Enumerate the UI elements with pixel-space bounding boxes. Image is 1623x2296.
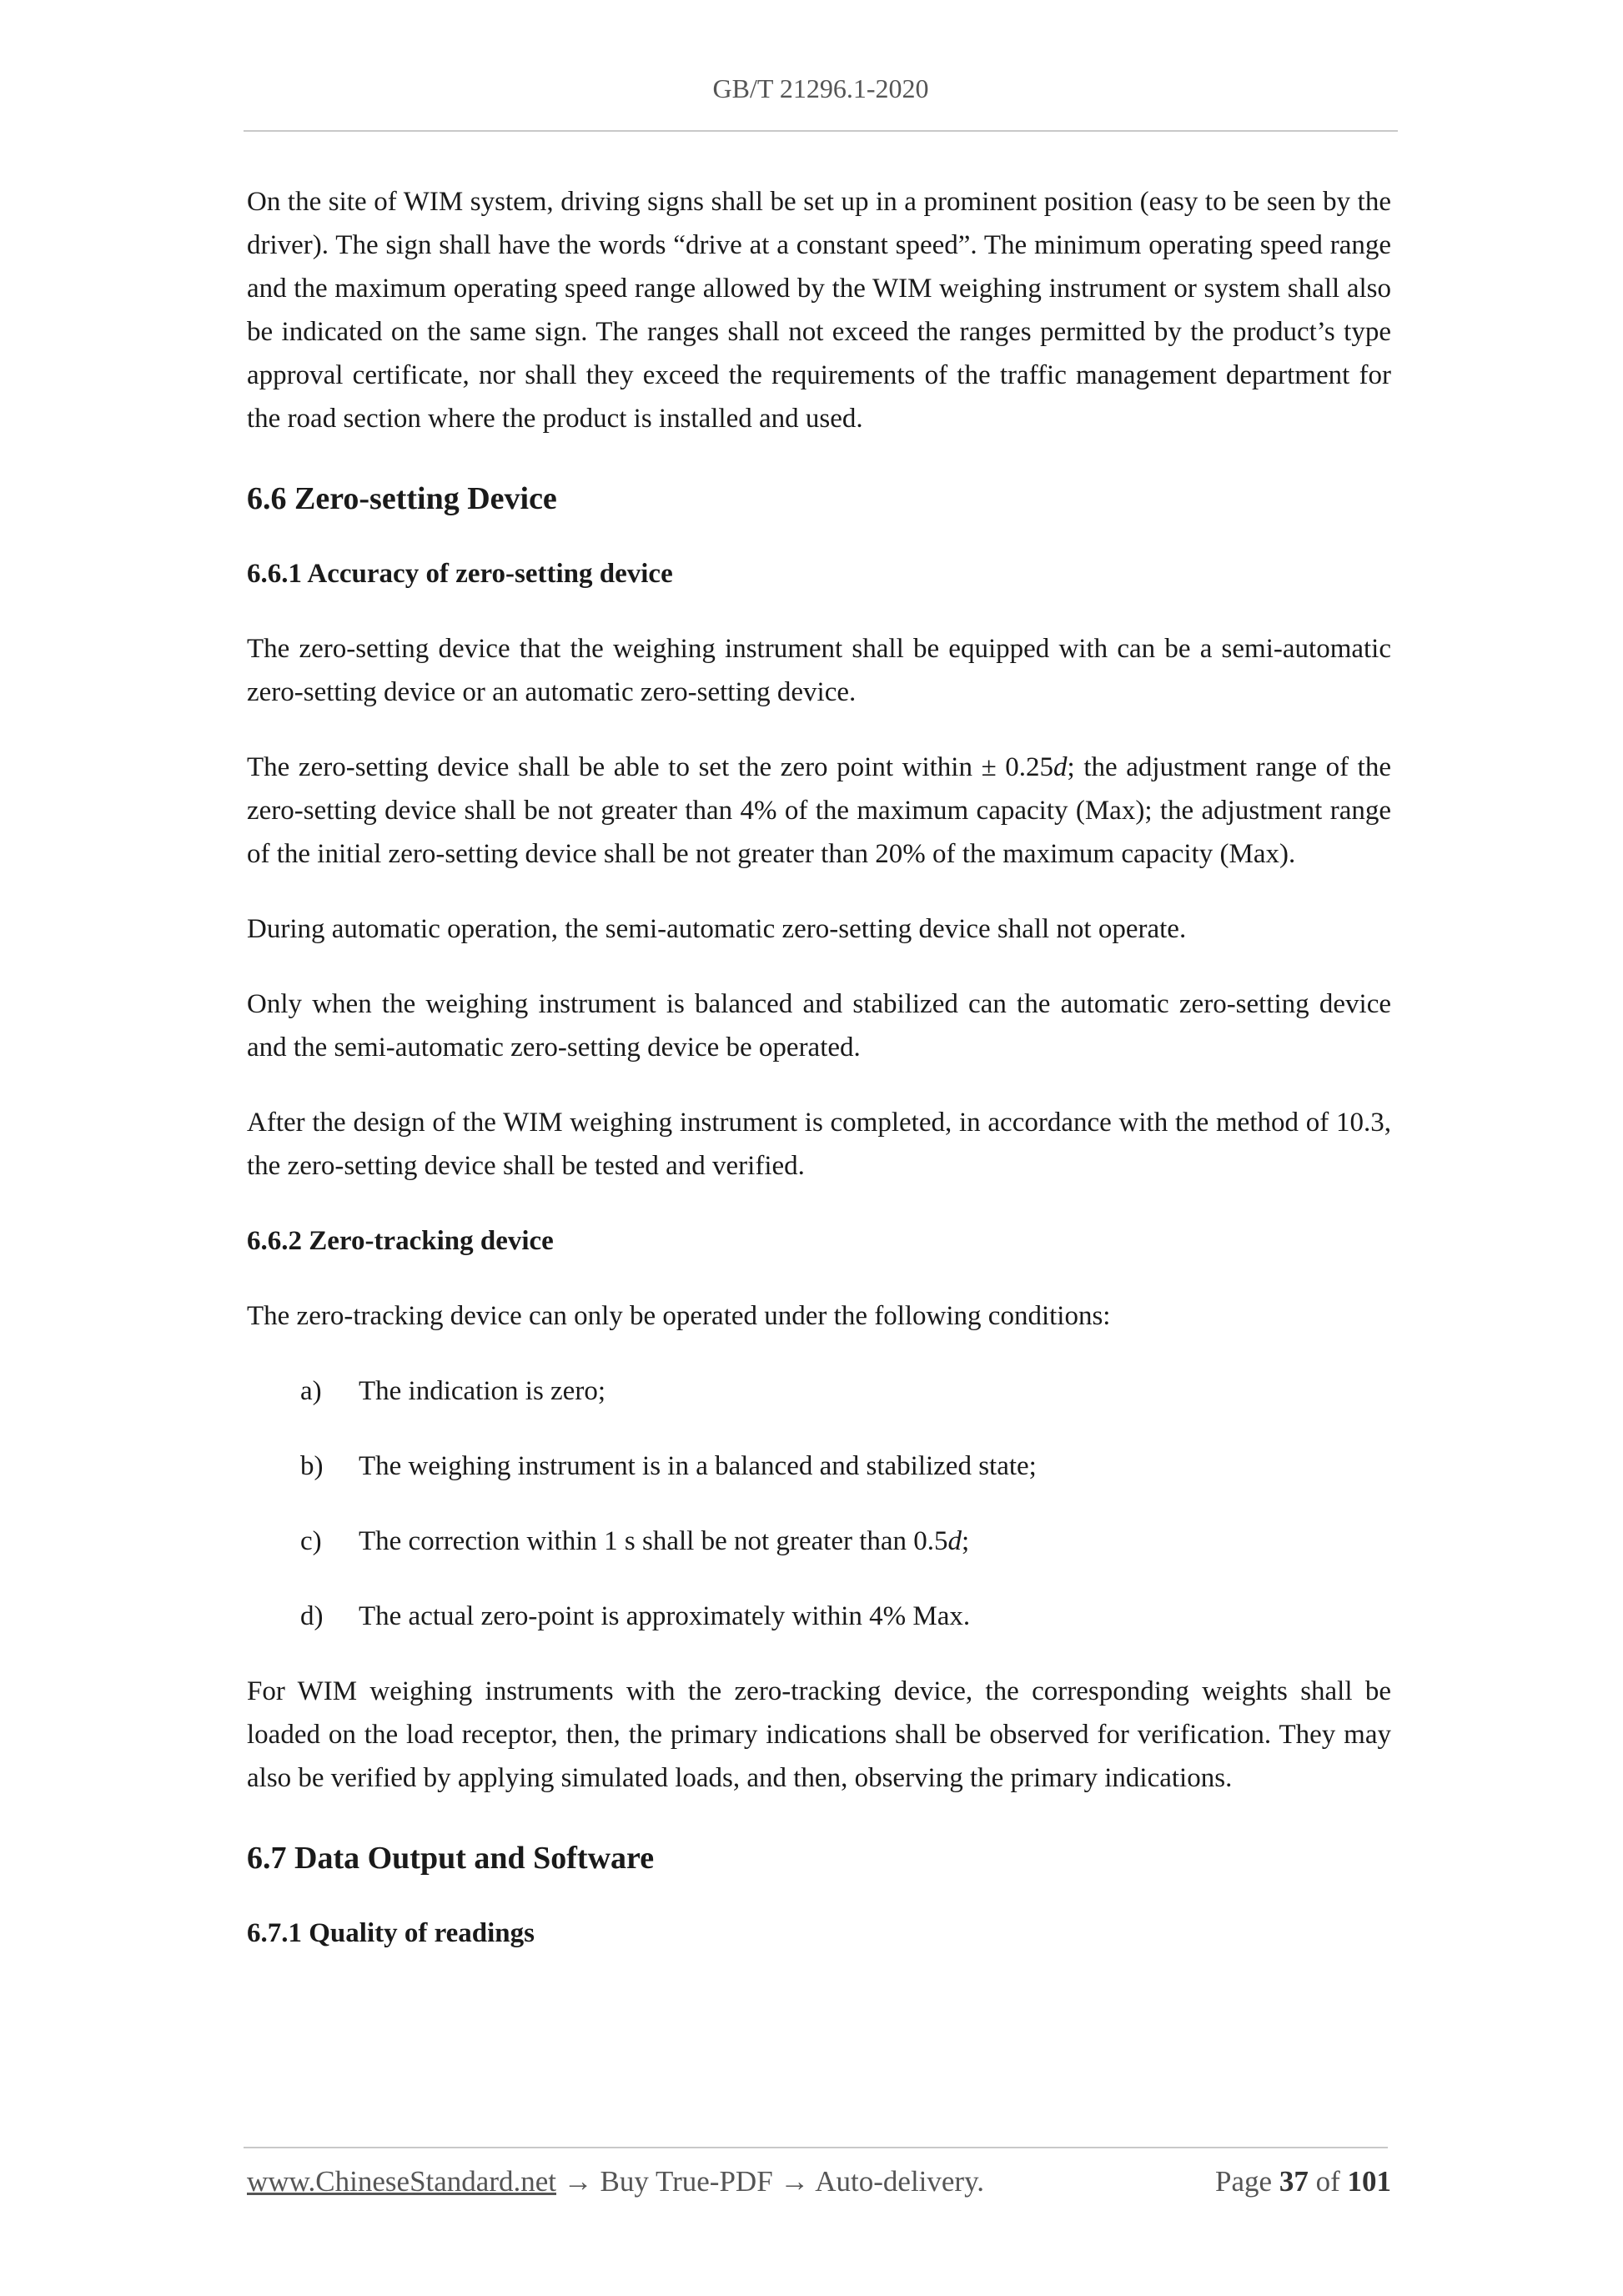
total-pages: 101	[1347, 2165, 1391, 2198]
list-marker: a)	[300, 1376, 322, 1406]
list-marker: b)	[300, 1451, 324, 1481]
list-text: The indication is zero;	[359, 1376, 605, 1406]
subsection-6-6-2-heading: 6.6.2 Zero-tracking device	[247, 1226, 554, 1256]
list-text-part: ;	[962, 1526, 970, 1556]
arrow-icon: →	[780, 2165, 810, 2198]
paragraph-text: The zero-setting device shall be able to set the zero point within ± 0.25	[247, 752, 1054, 782]
footer-promo	[247, 2165, 984, 2198]
list-item	[247, 1369, 1391, 1413]
delivery-text: Auto-delivery.	[815, 2165, 985, 2198]
arrow-icon: →	[563, 2165, 593, 2198]
running-header: GB/T 21296.1-2020	[712, 73, 929, 103]
symbol-d: d	[947, 1526, 962, 1556]
paragraph-verification: After the design of the WIM weighing instrument is completed, in accordance with the method of 10.3, the zero-setting device shall be tested and verified.	[247, 1108, 1391, 1181]
paragraph-zero-setting-range	[247, 746, 1391, 876]
section-6-6-heading: 6.6 Zero-setting Device	[247, 481, 557, 516]
page-number	[1215, 2165, 1391, 2198]
list-item	[247, 1595, 1391, 1638]
subsection-6-7-1-heading: 6.7.1 Quality of readings	[247, 1918, 535, 1948]
page-word: Page	[1215, 2165, 1273, 2198]
list-item	[247, 1444, 1391, 1488]
header-divider	[244, 130, 1398, 132]
list-marker: d)	[300, 1601, 324, 1631]
list-text: The actual zero-point is approximately within 4% Max.	[359, 1601, 971, 1631]
list-marker: c)	[300, 1526, 322, 1556]
paragraph-balanced-operation: Only when the weighing instrument is balanced and stabilized can the automatic zero-setting device and the semi-automatic zero-setting device be operated.	[247, 989, 1391, 1063]
current-page: 37	[1279, 2165, 1309, 2198]
buy-text: Buy True-PDF	[600, 2165, 773, 2198]
intro-paragraph: On the site of WIM system, driving signs shall be set up in a prominent position (easy to be seen by the driver). The sign shall have the words “drive at a constant speed”. The minimum operating speed range and the maximum operating speed range allowed by the WIM weighing instrument or system shall also be indicated on the same sign. The ranges shall not exceed the ranges permitted by the product’s type approval certificate, nor shall they exceed the requirements of the traffic management department for the road section where the product is installed and used.	[247, 187, 1391, 434]
list-item	[247, 1520, 1391, 1563]
footer-divider	[244, 2147, 1388, 2148]
site-link[interactable]: www.ChineseStandard.net	[247, 2165, 556, 2198]
page-body	[247, 180, 1391, 1987]
paragraph-zero-setting-types: The zero-setting device that the weighing instrument shall be equipped with can be a semi-automatic zero-setting device or an automatic zero-setting device.	[247, 634, 1391, 707]
subsection-6-6-1-heading: 6.6.1 Accuracy of zero-setting device	[247, 559, 673, 589]
paragraph-text: ; the adjustment range of the zero-setting device shall be not greater than 4% of the maximum capacity (Max); the adjustment range of the initial zero-setting device shall be not greater than 20% of the maximum capacity (Max).	[247, 752, 1391, 869]
of-word: of	[1315, 2165, 1340, 2198]
list-text: The weighing instrument is in a balanced and stabilized state;	[359, 1451, 1037, 1481]
paragraph-automatic-operation: During automatic operation, the semi-automatic zero-setting device shall not operate.	[247, 914, 1187, 944]
list-text	[359, 1520, 969, 1563]
list-text-part: The correction within 1 s shall be not greater than 0.5	[359, 1526, 948, 1556]
symbol-d: d	[1053, 752, 1068, 782]
paragraph-zero-tracking-conditions: The zero-tracking device can only be operated under the following conditions:	[247, 1301, 1111, 1331]
paragraph-zero-tracking-verification: For WIM weighing instruments with the zero-tracking device, the corresponding weights shall be loaded on the load receptor, then, the primary indications shall be observed for verification. They may also be verified by applying simulated loads, and then, observing the primary indications.	[247, 1676, 1391, 1793]
section-6-7-heading: 6.7 Data Output and Software	[247, 1841, 655, 1876]
